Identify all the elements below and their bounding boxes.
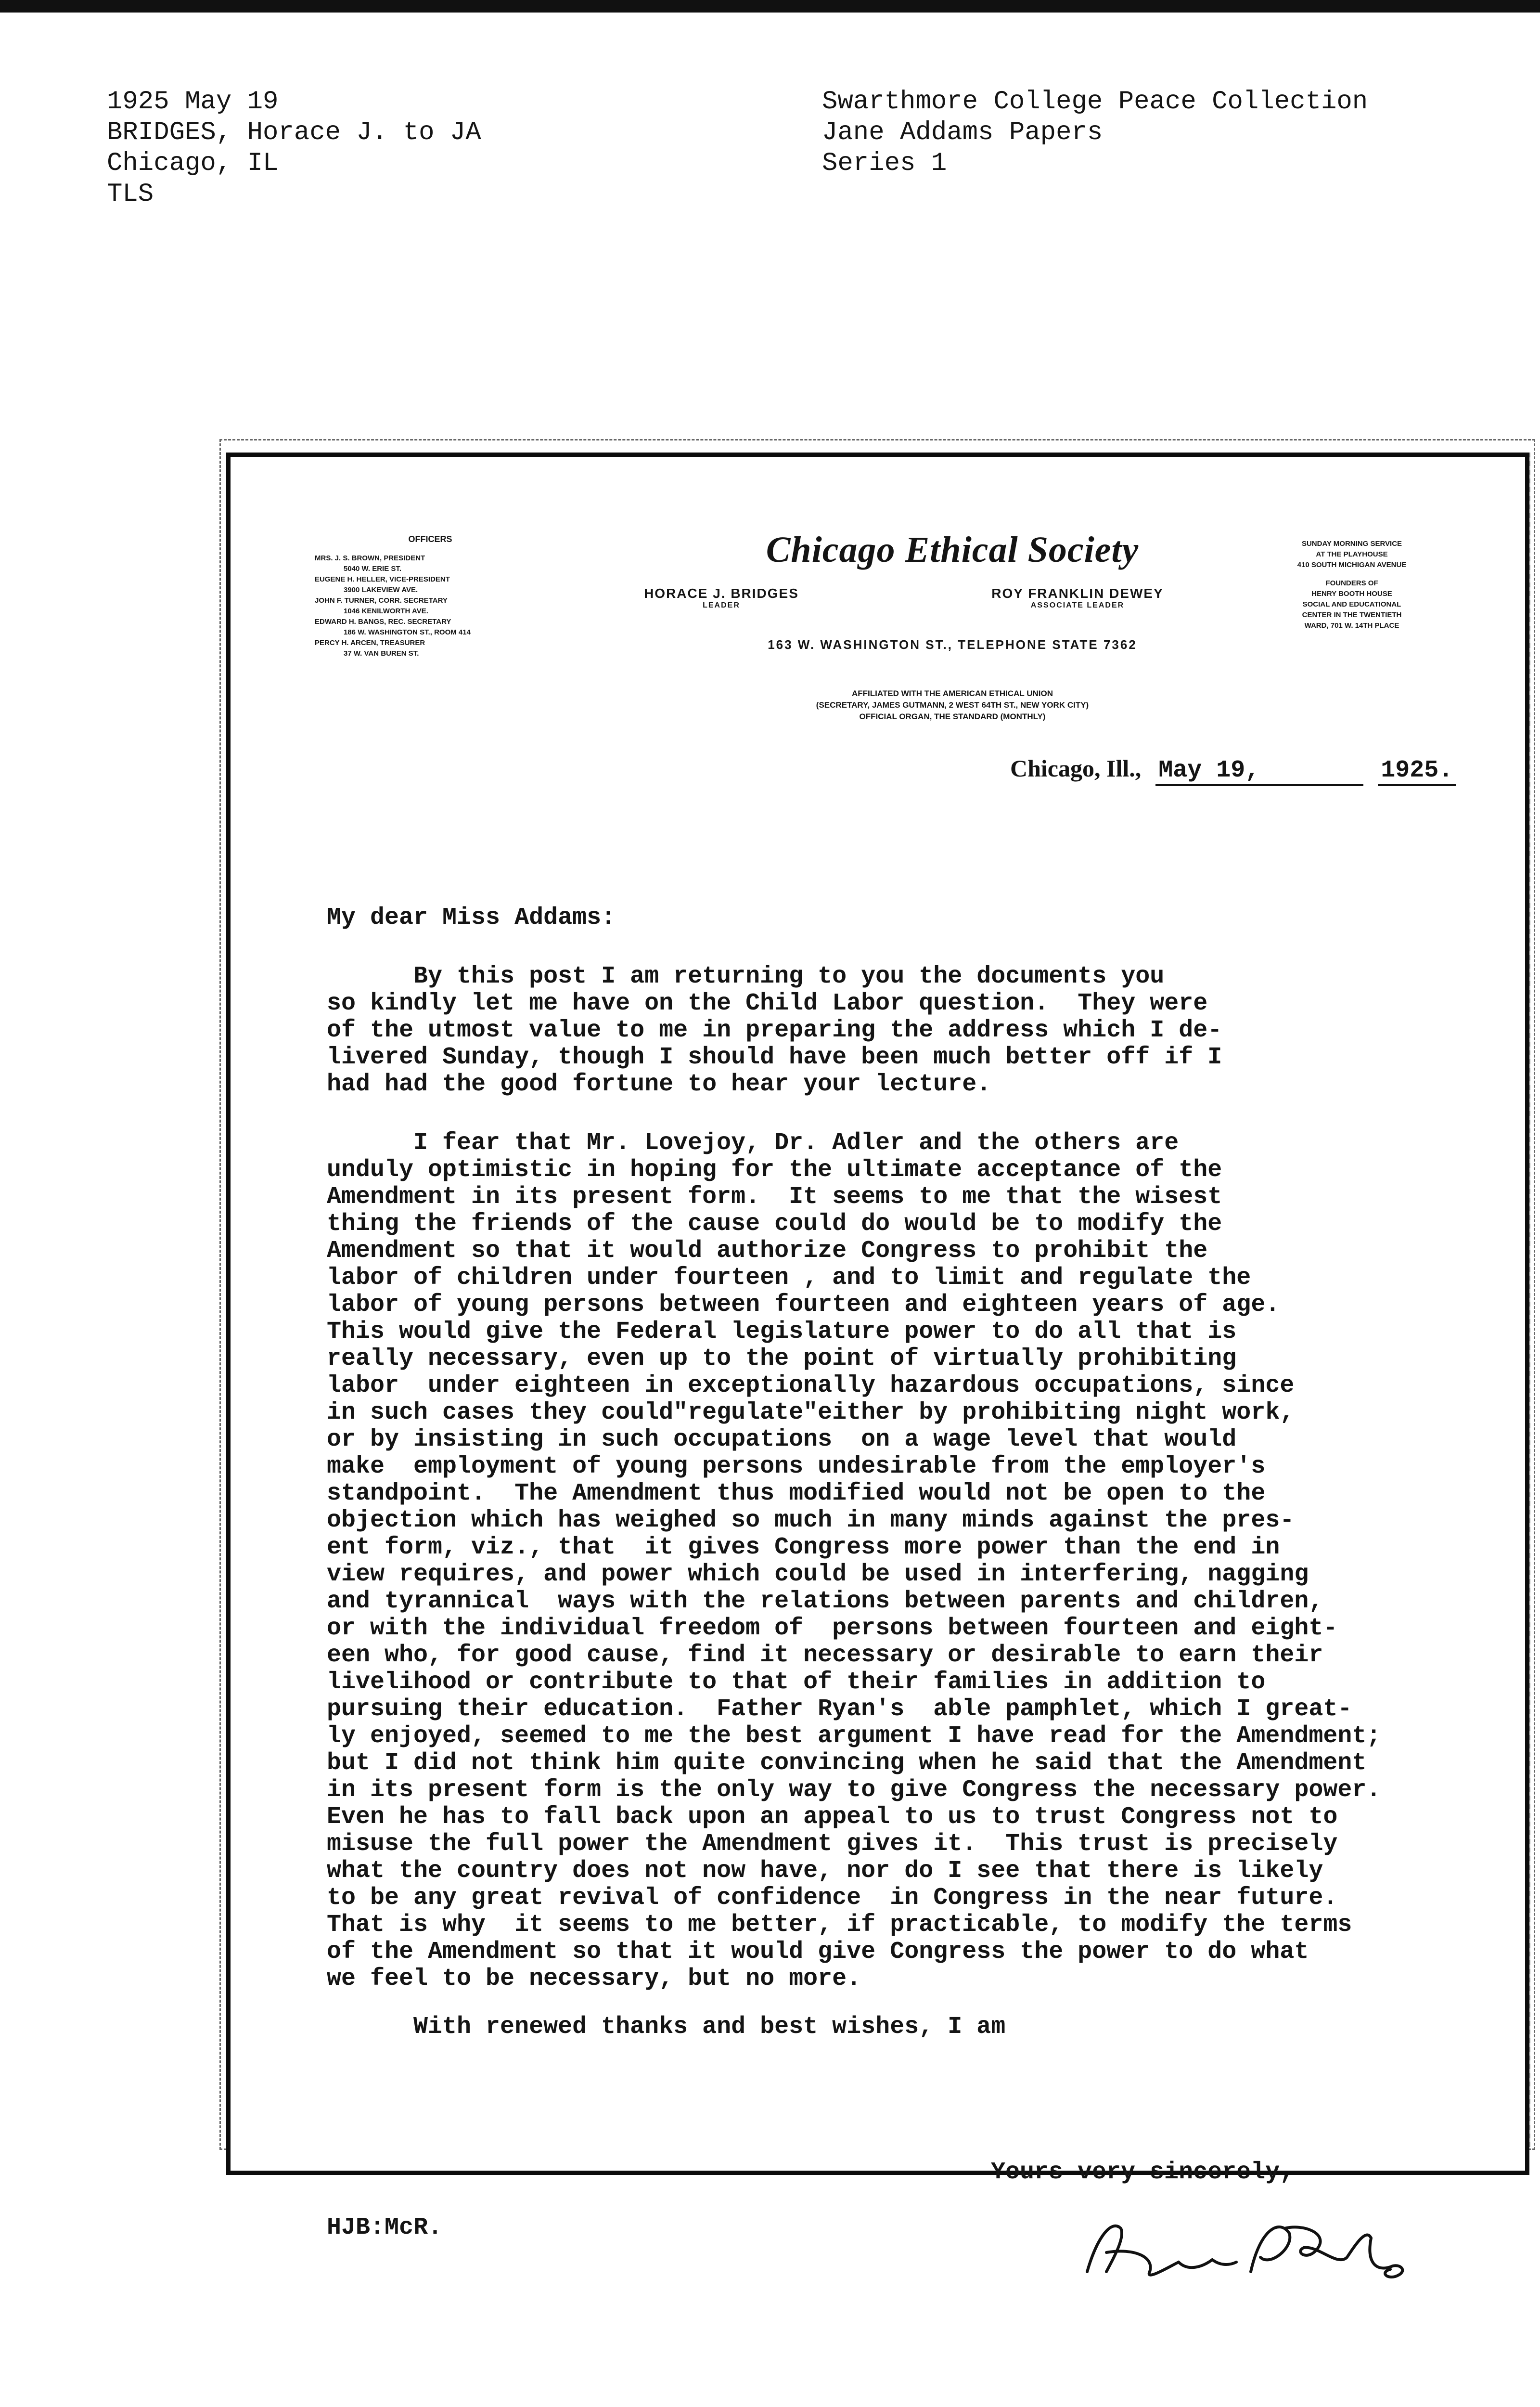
dateline-year: 1925. [1378, 757, 1456, 786]
archive-header-left [107, 87, 481, 210]
archive-type: TLS [107, 180, 154, 209]
services-block [1251, 539, 1453, 639]
affiliation-block [640, 688, 1265, 723]
text-line: misuse the full power the Amendment gives it. This trust is precisely [327, 1830, 1338, 1858]
paragraph-1 [327, 963, 1501, 1098]
text-line: livelihood or contribute to that of their families in addition to [327, 1669, 1266, 1696]
text-line: of the Amendment so that it would give Congress the power to do what [327, 1938, 1309, 1966]
typist-initials: HJB:McR. [327, 2214, 443, 2241]
dateline-date: May 19, [1155, 757, 1363, 786]
society-address: 163 W. WASHINGTON ST., TELEPHONE STATE 7362 [768, 637, 1137, 652]
text-line: objection which has weighed so much in many minds against the pres- [327, 1507, 1295, 1534]
text-line: view requires, and power which could be used in interfering, nagging [327, 1561, 1309, 1588]
associate-leader-role: ASSOCIATE LEADER [1030, 601, 1125, 609]
handwritten-signature [1078, 2200, 1414, 2296]
text-line: ent form, viz., that it gives Congress more power than the end in [327, 1534, 1280, 1561]
text-line: livered Sunday, though I should have been much better off if I [327, 1044, 1222, 1071]
paragraph-3: With renewed thanks and best wishes, I am [327, 2013, 1006, 2041]
society-name: Chicago Ethical Society [766, 530, 1139, 570]
archive-place: Chicago, IL [107, 149, 279, 178]
text-line: That is why it seems to me better, if practicable, to modify the terms [327, 1911, 1352, 1939]
service-line: AT THE PLAYHOUSE [1316, 550, 1388, 558]
associate-leader-name: ROY FRANKLIN DEWEY [991, 586, 1164, 601]
text-line: By this post I am returning to you the documents you [327, 963, 1165, 990]
text-line: een who, for good cause, find it necessary or desirable to earn their [327, 1642, 1323, 1669]
text-line: labor of children under fourteen , and to limit and regulate the [327, 1264, 1251, 1292]
text-line: standpoint. The Amendment thus modified would not be open to the [327, 1480, 1266, 1507]
dateline [1010, 754, 1456, 786]
affiliation-organ: OFFICIAL ORGAN, THE STANDARD (MONTHLY) [859, 712, 1046, 721]
text-line: unduly optimistic in hoping for the ultimate acceptance of the [327, 1156, 1222, 1184]
text-line: I fear that Mr. Lovejoy, Dr. Adler and the others are [327, 1129, 1179, 1157]
text-line: but I did not think him quite convincing when he said that the Amendment [327, 1749, 1367, 1777]
text-line: we feel to be necessary, but no more. [327, 1965, 861, 1993]
text-line: so kindly let me have on the Child Labor question. They were [327, 990, 1208, 1017]
text-line: in its present form is the only way to give Congress the necessary power. [327, 1776, 1381, 1804]
archive-header-right [822, 87, 1368, 179]
officer-address: 186 W. WASHINGTON ST., ROOM 414 [344, 628, 471, 636]
text-line: ly enjoyed, seemed to me the best argument I have read for the Amendment; [327, 1722, 1381, 1750]
service-line: SUNDAY MORNING SERVICE [1301, 540, 1402, 548]
text-line: or with the individual freedom of persons between fourteen and eight- [327, 1615, 1338, 1642]
officer-line: EDWARD H. BANGS, REC. SECRETARY [315, 618, 451, 626]
text-line: Even he has to fall back upon an appeal to us to trust Congress not to [327, 1803, 1338, 1831]
service-line: HENRY BOOTH HOUSE [1311, 590, 1392, 598]
paragraph-2 [327, 1130, 1501, 1993]
archive-collection: Swarthmore College Peace Collection [822, 87, 1368, 116]
text-line: what the country does not now have, nor do I see that there is likely [327, 1857, 1323, 1885]
letter-body [327, 905, 1501, 2041]
text-line: had had the good fortune to hear your lecture. [327, 1071, 991, 1098]
service-line: CENTER IN THE TWENTIETH [1302, 611, 1402, 619]
officer-line: EUGENE H. HELLER, VICE-PRESIDENT [315, 575, 450, 583]
service-line: FOUNDERS OF [1325, 579, 1378, 587]
text-line: labor of young persons between fourteen and eighteen years of age. [327, 1291, 1280, 1319]
dateline-city: Chicago, Ill., [1010, 755, 1142, 782]
archive-correspondents: BRIDGES, Horace J. to JA [107, 118, 481, 147]
archive-series: Series 1 [822, 149, 947, 178]
archive-date: 1925 May 19 [107, 87, 279, 116]
affiliation-line: AFFILIATED WITH THE AMERICAN ETHICAL UNION [851, 689, 1053, 698]
text-line: and tyrannical ways with the relations between parents and children, [327, 1588, 1323, 1615]
officer-address: 37 W. VAN BUREN ST. [344, 649, 419, 658]
letter-page [226, 453, 1529, 2241]
service-line: SOCIAL AND EDUCATIONAL [1302, 600, 1401, 608]
text-line: pursuing their education. Father Ryan's able pamphlet, which I great- [327, 1695, 1352, 1723]
archive-papers: Jane Addams Papers [822, 118, 1103, 147]
scan-top-edge [0, 0, 1540, 13]
officer-line: JOHN F. TURNER, CORR. SECRETARY [315, 596, 448, 605]
text-line: This would give the Federal legislature power to do all that is [327, 1318, 1237, 1346]
officers-list [315, 534, 546, 659]
salutation: My dear Miss Addams: [327, 904, 616, 932]
text-line: labor under eighteen in exceptionally hazardous occupations, since [327, 1372, 1295, 1399]
officer-line: PERCY H. ARCEN, TREASURER [315, 639, 425, 647]
text-line: in such cases they could"regulate"either by prohibiting night work, [327, 1399, 1295, 1426]
leader-role: LEADER [703, 601, 740, 609]
affiliation-secretary: (SECRETARY, JAMES GUTMANN, 2 WEST 64TH ST., NEW YORK CITY) [816, 700, 1089, 710]
text-line: thing the friends of the cause could do would be to modify the [327, 1210, 1222, 1238]
text-line: make employment of young persons undesirable from the employer's [327, 1453, 1266, 1480]
text-line: of the utmost value to me in preparing the address which I de- [327, 1017, 1222, 1044]
officer-address: 1046 KENILWORTH AVE. [344, 607, 428, 615]
service-line: 410 SOUTH MICHIGAN AVENUE [1297, 561, 1407, 569]
complimentary-close: Yours very sincerely, [991, 2159, 1295, 2186]
service-line: WARD, 701 W. 14TH PLACE [1304, 621, 1399, 630]
associate-leader-block [933, 586, 1222, 610]
officer-line: MRS. J. S. BROWN, PRESIDENT [315, 554, 425, 562]
officer-address: 5040 W. ERIE ST. [344, 565, 402, 573]
leader-block [596, 586, 847, 610]
text-line: or by insisting in such occupations on a wage level that would [327, 1426, 1237, 1453]
officer-address: 3900 LAKEVIEW AVE. [344, 586, 418, 594]
text-line: Amendment so that it would authorize Congress to prohibit the [327, 1237, 1208, 1265]
text-line: really necessary, even up to the point of virtually prohibiting [327, 1345, 1237, 1372]
text-line: to be any great revival of confidence in Congress in the near future. [327, 1884, 1338, 1912]
officers-title: OFFICERS [408, 534, 452, 544]
text-line: Amendment in its present form. It seems to me that the wisest [327, 1183, 1222, 1211]
leader-name: HORACE J. BRIDGES [644, 586, 799, 601]
